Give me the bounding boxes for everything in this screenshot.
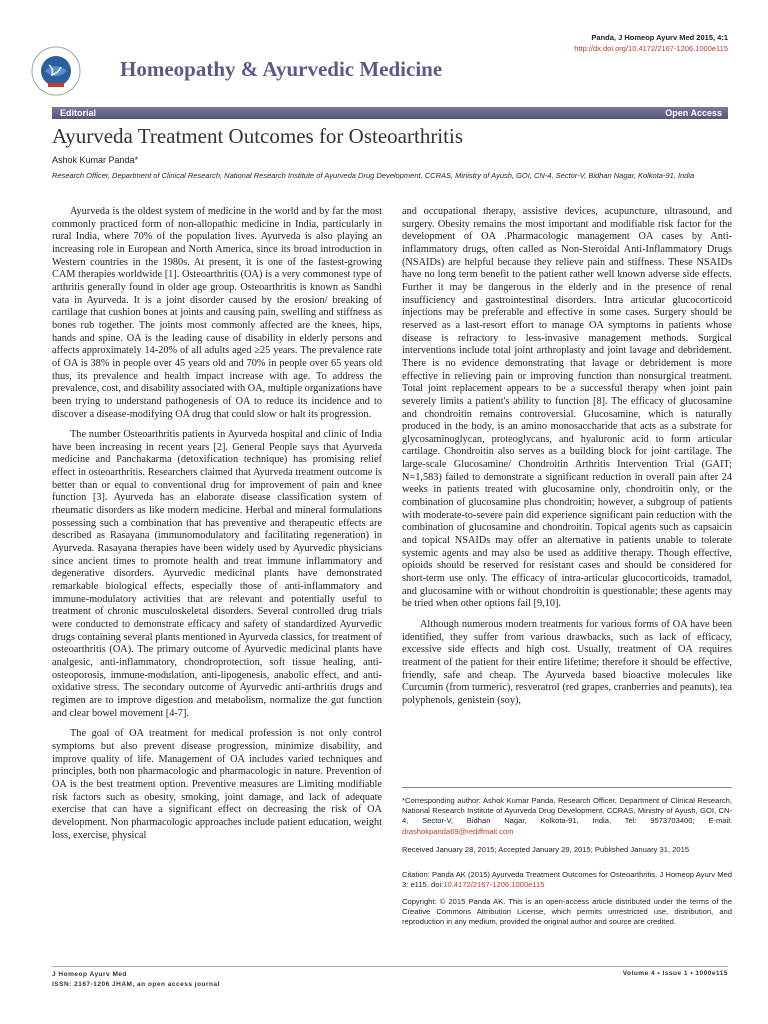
paragraph: The number Osteoarthritis patients in Ayurveda hospital and clinic of India have been increasing in recent years [2]. General People says that Ayurveda medicine and Panchakarma (detoxification technique) has promising relief effect in osteoarthritis. Researchers claimed that Ayurveda treatment outcome is better than or equal to conventional drug for improvement of pain and knee function [3]. Ayurveda has an elaborate disease classification system of rheumatic disorders as like modern medicine. Herbal and mineral formulations possessing such a combination that has preventive and therapeutic effects are described as Rasayana (immunomodulatory and facilitating regeneration) in Ayurveda. Rasayana therapies have been widely used by Ayurvedic physicians since ancient times to promote health and treat immune inflammatory and degenerative disorders. Ayurvedic medicinal plants have demonstrated remarkable biological effects, especially those of anti-inflammatory and immune-modulatory activities that are relevant and potentially useful to treatment of chronic musculoskeletal disorders. Several controlled drug trials were conducted to demonstrate efficacy and safety of standardized Ayurvedic drugs containing several plants mentioned in Ayurveda classics, for treatment of osteoarthritis (OA). The primary outcome of Ayurvedic medicinal plants have analgesic, anti-inflammatory, chondroprotection, soft tissue healing, anti-osteoporosis, immune-modulation, anti-lipogenesis, anabolic effect, and anti-oxidative stress. The secondary outcome of Ayurvedic anti-arthritis drugs and regimen are to improve digestion and metabolism, normalize the gut function and clear bowel movement [4-7]. — [52, 429, 382, 719]
citation-note — [402, 870, 732, 890]
section-label: Editorial — [60, 108, 97, 118]
footer-volume: Volume 4 • Issue 1 • 1000e115 — [622, 970, 728, 977]
footer-divider — [52, 966, 728, 967]
corresponding-author-text: *Corresponding author: Ashok Kumar Panda, Research Officer, Department of Clinical Research, National Research Institute of Ayurveda Drug Development, CCRAS, Ministry of Ayush, GOI, CN-4, Sector-V, Bidhan Nagar, Kolkota-91, India, Tel: 9573703400; E-mail: — [402, 796, 732, 826]
footer-journal: J Homeop Ayurv Med — [52, 971, 127, 978]
section-bar — [52, 107, 728, 119]
footer-issn: ISSN: 2167-1206 JHAM, an open access journal — [52, 981, 220, 988]
article-author: Ashok Kumar Panda* — [52, 155, 139, 165]
open-access-label: Open Access — [665, 108, 722, 118]
footnote-divider — [402, 787, 732, 788]
paragraph: and occupational therapy, assistive devices, acupuncture, ultrasound, and surgery. Obesity remains the most important and modifiable risk factor for the development of OA .Pharmacologic management OA cases by Anti-inflammatory drugs, often called as Non-Steroidal Anti-Inflammatory Drugs (NSAIDs) are helpful because they relieve pain and stiffness. These NSAIDs have no long term benefit to the patient rather well known adverse side effects. Further it may be dangerous in the elderly and in the presence of renal insufficiency and gastrointestinal disorders. Intra articular glucocorticoid injections may be preferable and effective in some cases. Surgery should be reserved as a last-resort effort to manage OA symptoms in patients whose disease is refractory to less-invasive management methods. Surgical interventions include total joint arthroplasty and joint lavage and debridement. There is no evidence demonstrating that lavage or debridement is more effective in relieving pain or improving function than nonsurgical treatment. Total joint replacement appears to be a successful therapy when joint pain severely limits a patient's ability to function [8]. The efficacy of glucosamine and chondroitin remains controversial. Glucosamine, which is naturally produced in the body, is an amino monosaccharide that acts as a substrate for glycosaminoglycan, proteoglycans, and hyaluronic acid to form articular cartilage. Chondroitin also serves as a building block for joint cartilage. The large-scale Glucosamine/ Chondroitin Arthritis Intervention Trial (GAIT; N=1,583) failed to demonstrate a significant reduction in overall pain after 24 weeks in patients treated with glucosamine only, chondroitin only, or the combination of glucosamine plus chondroitin; however, a subgroup of patients with moderate-to-severe pain did experience significant pain reduction with the combination of glucosamine and chondroitin. Topical agents such as capsaicin and topical NSAIDs may offer an alternative in patients unable to tolerate systemic agents and may also be used as additive therapy. Though effective, opioids should be reserved for resistant cases and should be considered for short-term use only. The efficacy of intra-articular glucocorticoids, tramadol, and glucosamine with or without chondroitin is questionable; these agents may be tried when other options fail [9,10]. — [402, 206, 732, 610]
body-column-right — [402, 206, 732, 716]
author-email-link[interactable]: drashokpanda69@rediffmail.com — [402, 826, 514, 836]
citation-line: Panda, J Homeop Ayurv Med 2015, 4:1 — [591, 33, 728, 42]
paragraph: Ayurveda is the oldest system of medicine in the world and by far the most commonly practiced form of non-allopathic medicine in India, particularly in rural India, where 70% of the population lives. Ayurveda is also playing an increasing role in European and North America, since its broad introduction in Western countries in the 1980s. At present, it is one of the fastest-growing CAM therapies worldwide [1]. Osteoarthritis (OA) is a very commonest type of arthritis generally found in older age group. Osteoarthritis is known as Sandhi vata in Ayurveda. It is a joint disorder caused by the erosion/ breaking of cartilage that cushion bones at joints and causing pain, swelling and stiffness as bones rub together. The joints most commonly affected are the knees, hips, hands and spine. OA is the leading cause of disability in elderly persons and affects approximately 14-20% of all adults aged ≥25 years. The prevalence rate of OA is 38% in people over 45 years old and 70% in people over 65 years old thus, its prevalence and health impact increase with age. To address the prevalence, cost, and disability associated with OA, multiple organizations have been trying to understand pathogenesis of OA to reduce its incidence and to discover a disease-modifying OA drug that could slow or halt its progression. — [52, 206, 382, 420]
citation-text: Citation: Panda AK (2015) Ayurveda Treatment Outcomes for Osteoarthritis. J Homeop Ayurv Med 3: e115. doi: — [402, 870, 732, 890]
citation-doi-link[interactable]: 10.4172/2167-1206.1000e115 — [443, 880, 545, 890]
journal-name: Homeopathy & Ayurvedic Medicine — [120, 57, 443, 81]
paragraph: Although numerous modern treatments for various forms of OA have been identified, they suffer from various drawbacks, such as lack of efficacy, excessive side effects and high cost. Usually, treatment of OA requires treatment of the patient for their entire lifetime; therefore it should be effective, friendly, safe and cheap. The Ayurveda based bioactive molecules like Curcumin (from turmeric), resveratrol (red grapes, cranberries and peanuts), tea polyphenols, genistein (soy), — [402, 619, 732, 706]
corresponding-author-note — [402, 796, 732, 837]
article-title: Ayurveda Treatment Outcomes for Osteoarthritis — [52, 124, 463, 148]
received-dates: Received January 28, 2015; Accepted January 29, 2015; Published January 31, 2015 — [402, 845, 690, 854]
paragraph: The goal of OA treatment for medical profession is not only control symptoms but also prevent disease progression, minimize disability, and improve quality of life. Management of OA includes varied techniques and principles, both non pharmacologic and pharmacologic in nature. Prevention of OA is the best treatment option. Preventive measures are Limiting modifiable risk factors such as obesity, smoking, joint damage, and lack of adequate exercise that can have a significant effect on decreasing the risk of OA development. Non pharmacologic approaches include patient education, weight loss, exercise, physical — [52, 728, 382, 841]
footer-left — [52, 970, 220, 990]
globe-logo-icon — [30, 45, 82, 97]
body-column-left — [52, 206, 382, 850]
doi-link[interactable]: http://dx.doi.org/10.4172/2167-1206.1000e115 — [574, 44, 728, 53]
citation-header — [574, 32, 728, 54]
author-affiliation: Research Officer, Department of Clinical Research, National Research Institute of Ayurveda Drug Development, CCRAS, Ministry of Ayush, GOI, CN-4, Sector-V, Bidhan Nagar, Kolkota-91, India — [52, 171, 695, 180]
copyright-note: Copyright: © 2015 Panda AK. This is an open-access article distributed under the terms of the Creative Commons Attribution License, which permits unrestricted use, distribution, and reproduction in any medium, provided the original author and source are credited. — [402, 897, 732, 927]
